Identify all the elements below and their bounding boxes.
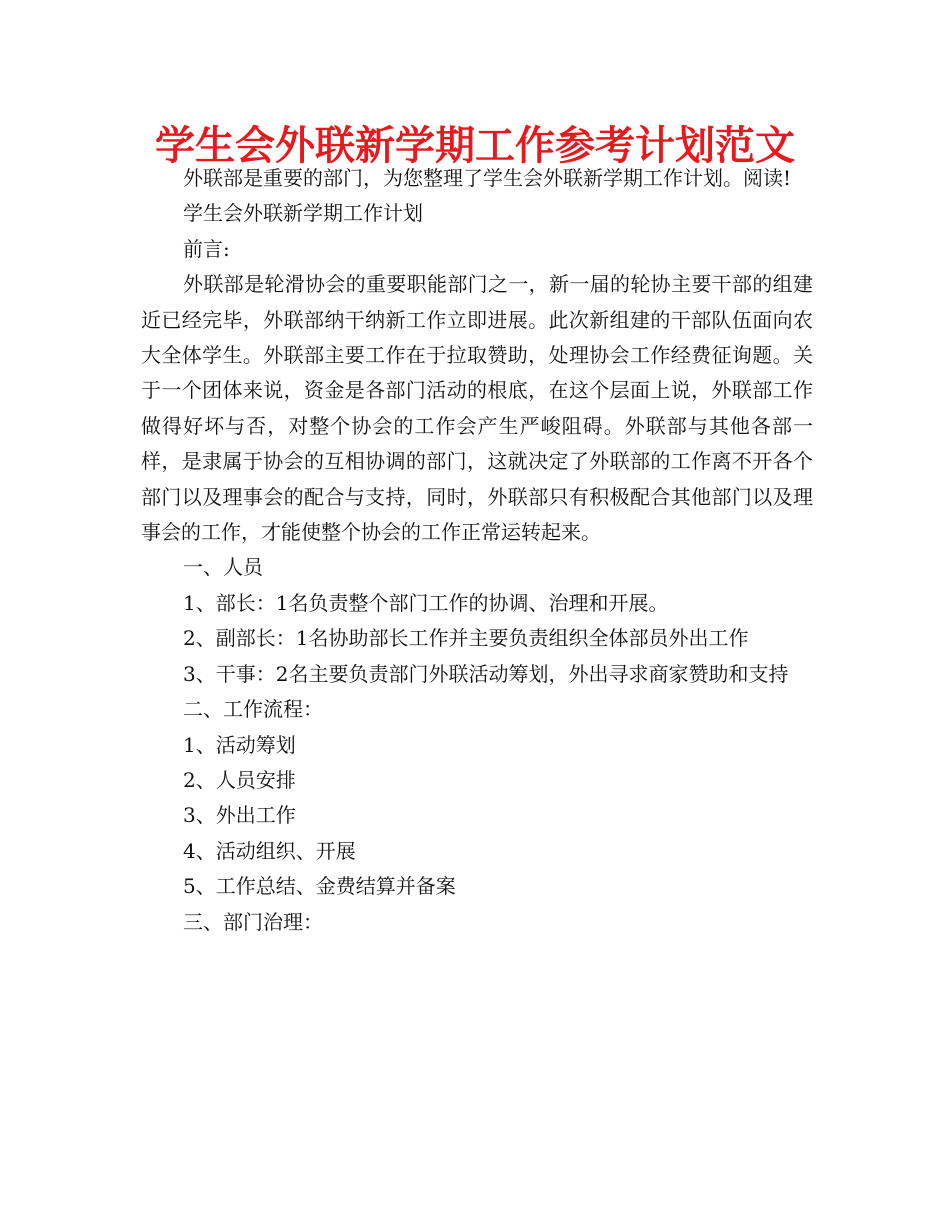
list-item: 3、干事：2名主要负责部门外联活动筹划，外出寻求商家赞助和支持 [183, 661, 789, 686]
list-item: 5、工作总结、金费结算并备案 [183, 874, 456, 899]
list-item: 1、部长：1名负责整个部门工作的协调、治理和开展。 [183, 590, 669, 615]
list-item: 3、外出工作 [183, 803, 296, 828]
list-item: 1、活动筹划 [183, 732, 296, 757]
document-title: 学生会外联新学期工作参考计划范文 [155, 123, 795, 169]
section-heading-workflow: 二、工作流程： [183, 697, 323, 722]
preface-heading: 前言: [183, 236, 230, 261]
preface-paragraph: 外联部是轮滑协会的重要职能部门之一，新一届的轮协主要干部的组建近已经完毕，外联部纳干纳新工作立即进展。此次新组建的干部队伍面向农大全体学生。外联部主要工作在于拉取赞助，处理协会工作经费征询题。关于一个团体来说，资金是各部门活动的根底，在这个层面上说，外联部工作做得好坏与否，对整个协会的工作会产生严峻阻碍。外联部与其他各部一样，是隶属于协会的互相协调的部门，这就决定了外联部的工作离不开各个部门以及理事会的配合与支持，同时，外联部只有积极配合其他部门以及理事会的工作，才能使整个协会的工作正常运转起来。 [141, 272, 813, 545]
list-item: 4、活动组织、开展 [183, 838, 356, 863]
list-item: 2、人员安排 [183, 767, 296, 792]
document-body [141, 161, 813, 940]
section-heading-personnel: 一、人员 [183, 555, 263, 580]
list-item: 2、副部长：1名协助部长工作并主要负责组织全体部员外出工作 [183, 626, 749, 651]
plan-subtitle: 学生会外联新学期工作计划 [183, 201, 423, 226]
section-heading-management: 三、部门治理： [183, 909, 323, 934]
intro-paragraph: 外联部是重要的部门，为您整理了学生会外联新学期工作计划。阅读! [183, 166, 792, 190]
